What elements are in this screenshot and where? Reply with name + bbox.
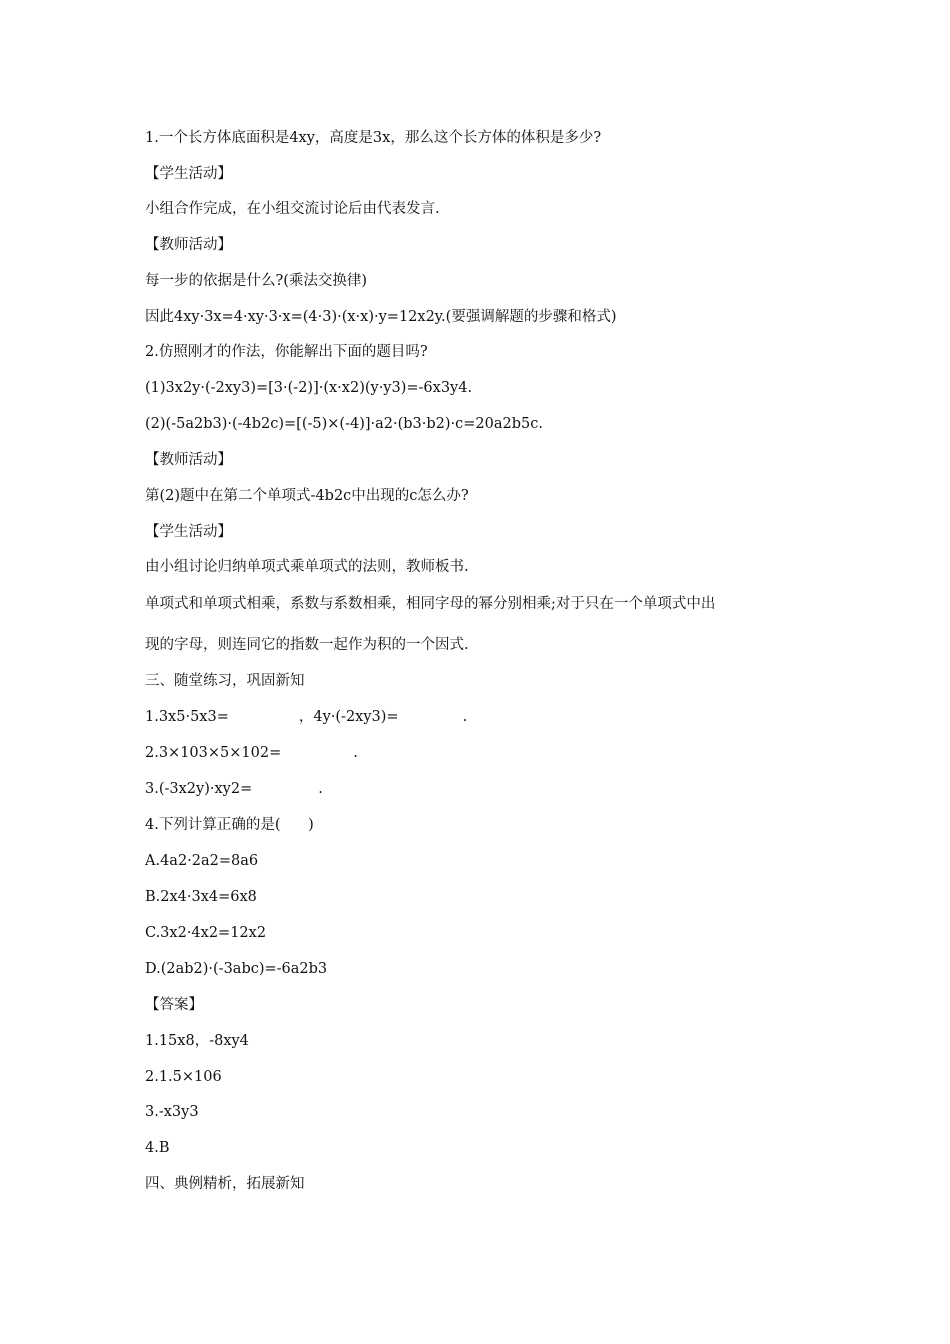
teacher-activity-heading: 【教师活动】 — [145, 237, 232, 253]
paragraph: 由小组讨论归纳单项式乘单项式的法则，教师板书. — [145, 559, 469, 575]
section-heading: 三、随堂练习，巩固新知 — [145, 673, 305, 689]
formula-line: 因此4xy·3x=4·xy·3·x=(4·3)·(x·x)·y=12x2y.(要强调解题的步骤和格式) — [145, 309, 617, 325]
option-a: A.4a2·2a2=8a6 — [145, 853, 259, 869]
exercise-1: 1.3x5·5x3= ，4y·(-2xy3)= . — [145, 709, 468, 725]
paragraph: 第(2)题中在第二个单项式-4b2c中出现的c怎么办? — [145, 488, 469, 504]
answer-1: 1.15x8，-8xy4 — [145, 1033, 249, 1049]
formula-line: (2)(-5a2b3)·(-4b2c)=[(-5)×(-4)]·a2·(b3·b2)·c=20a2b5c. — [145, 416, 543, 432]
answer-heading: 【答案】 — [145, 997, 203, 1013]
rule-statement: 单项式和单项式相乘，系数与系数相乘，相同字母的幂分别相乘;对于只在一个单项式中出 — [145, 596, 716, 612]
problem-2: 2.仿照刚才的作法，你能解出下面的题目吗? — [145, 344, 428, 360]
student-activity-heading: 【学生活动】 — [145, 166, 232, 182]
exercise-2: 2.3×103×5×102= . — [145, 745, 358, 761]
section-heading: 四、典例精析，拓展新知 — [145, 1176, 305, 1192]
formula-line: (1)3x2y·(-2xy3)=[3·(-2)]·(x·x2)(y·y3)=-6x3y4. — [145, 380, 473, 396]
teacher-activity-heading: 【教师活动】 — [145, 452, 232, 468]
paragraph: 每一步的依据是什么?(乘法交换律) — [145, 273, 368, 289]
paragraph: 小组合作完成，在小组交流讨论后由代表发言. — [145, 201, 440, 217]
exercise-4: 4.下列计算正确的是( ) — [145, 817, 314, 833]
answer-3: 3.-x3y3 — [145, 1104, 199, 1120]
student-activity-heading: 【学生活动】 — [145, 524, 232, 540]
problem-1: 1.一个长方体底面积是4xy，高度是3x，那么这个长方体的体积是多少? — [145, 130, 602, 146]
exercise-3: 3.(-3x2y)·xy2= . — [145, 781, 323, 797]
option-d: D.(2ab2)·(-3abc)=-6a2b3 — [145, 961, 328, 977]
rule-statement: 现的字母，则连同它的指数一起作为积的一个因式. — [145, 637, 469, 653]
answer-2: 2.1.5×106 — [145, 1069, 222, 1085]
option-b: B.2x4·3x4=6x8 — [145, 889, 257, 905]
answer-4: 4.B — [145, 1140, 170, 1156]
option-c: C.3x2·4x2=12x2 — [145, 925, 267, 941]
